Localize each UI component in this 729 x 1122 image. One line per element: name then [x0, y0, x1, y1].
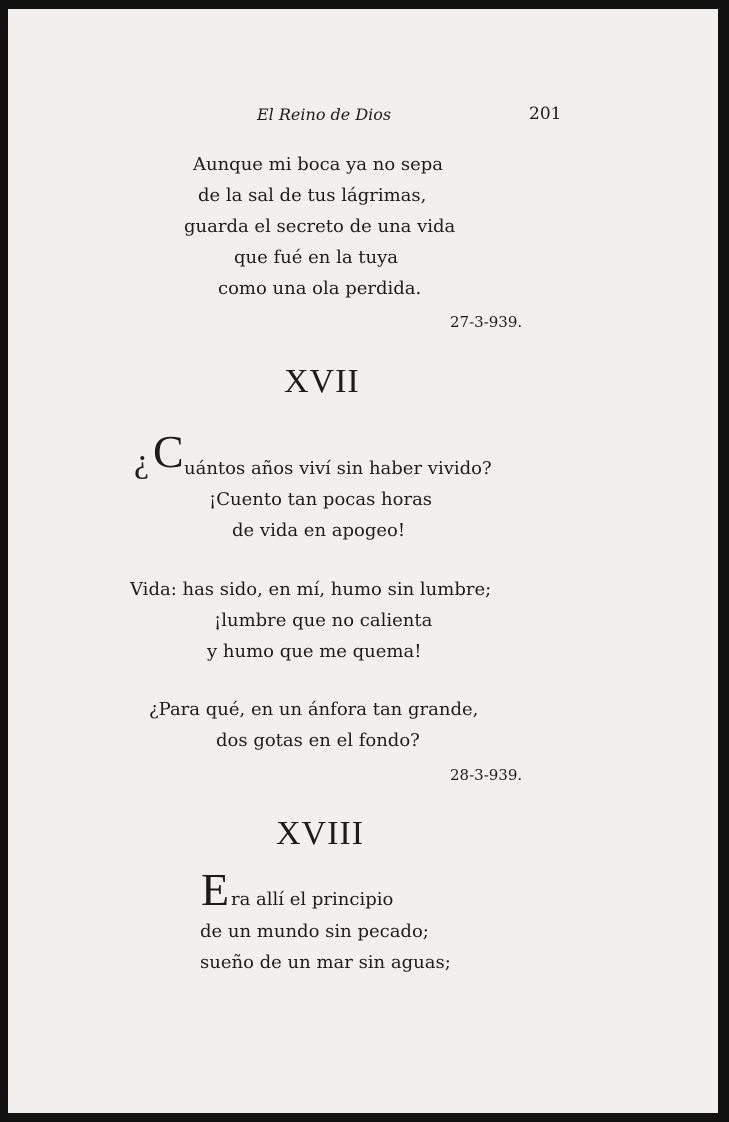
verse-line: uántos años viví sin haber vivido? — [184, 458, 492, 479]
verse-line: ¡Cuento tan pocas horas — [209, 489, 433, 510]
book-page — [8, 9, 718, 1113]
verse-line: de un mundo sin pecado; — [200, 921, 429, 942]
dropcap-letter: E — [201, 864, 230, 915]
page-number: 201 — [529, 104, 562, 124]
verse-line: Aunque mi boca ya no sepa — [193, 154, 444, 175]
dropcap-letter: C — [153, 426, 184, 477]
verse-line: de vida en apogeo! — [232, 520, 406, 541]
poem-numeral: XVIII — [276, 815, 365, 852]
verse-line: ra allí el principio — [231, 889, 394, 910]
verse-line: de la sal de tus lágrimas, — [198, 185, 427, 206]
verse-line: sueño de un mar sin aguas; — [200, 952, 451, 973]
verse-line: dos gotas en el fondo? — [216, 730, 420, 751]
poem-numeral: XVII — [284, 363, 360, 400]
verse-line: y humo que me quema! — [207, 641, 422, 662]
verse-line: como una ola perdida. — [218, 278, 422, 299]
verse-line: ¡lumbre que no calienta — [214, 610, 433, 631]
verse-line: guarda el secreto de una vida — [184, 216, 456, 237]
poem-date: 27-3-939. — [450, 313, 523, 331]
dropcap-question-mark: ¿ — [134, 443, 150, 480]
verse-line: que fué en la tuya — [234, 247, 399, 268]
running-title: El Reino de Dios — [257, 105, 392, 124]
verse-line: Vida: has sido, en mí, humo sin lumbre; — [130, 579, 492, 600]
verse-line: ¿Para qué, en un ánfora tan grande, — [149, 699, 479, 720]
poem-date: 28-3-939. — [450, 766, 523, 784]
